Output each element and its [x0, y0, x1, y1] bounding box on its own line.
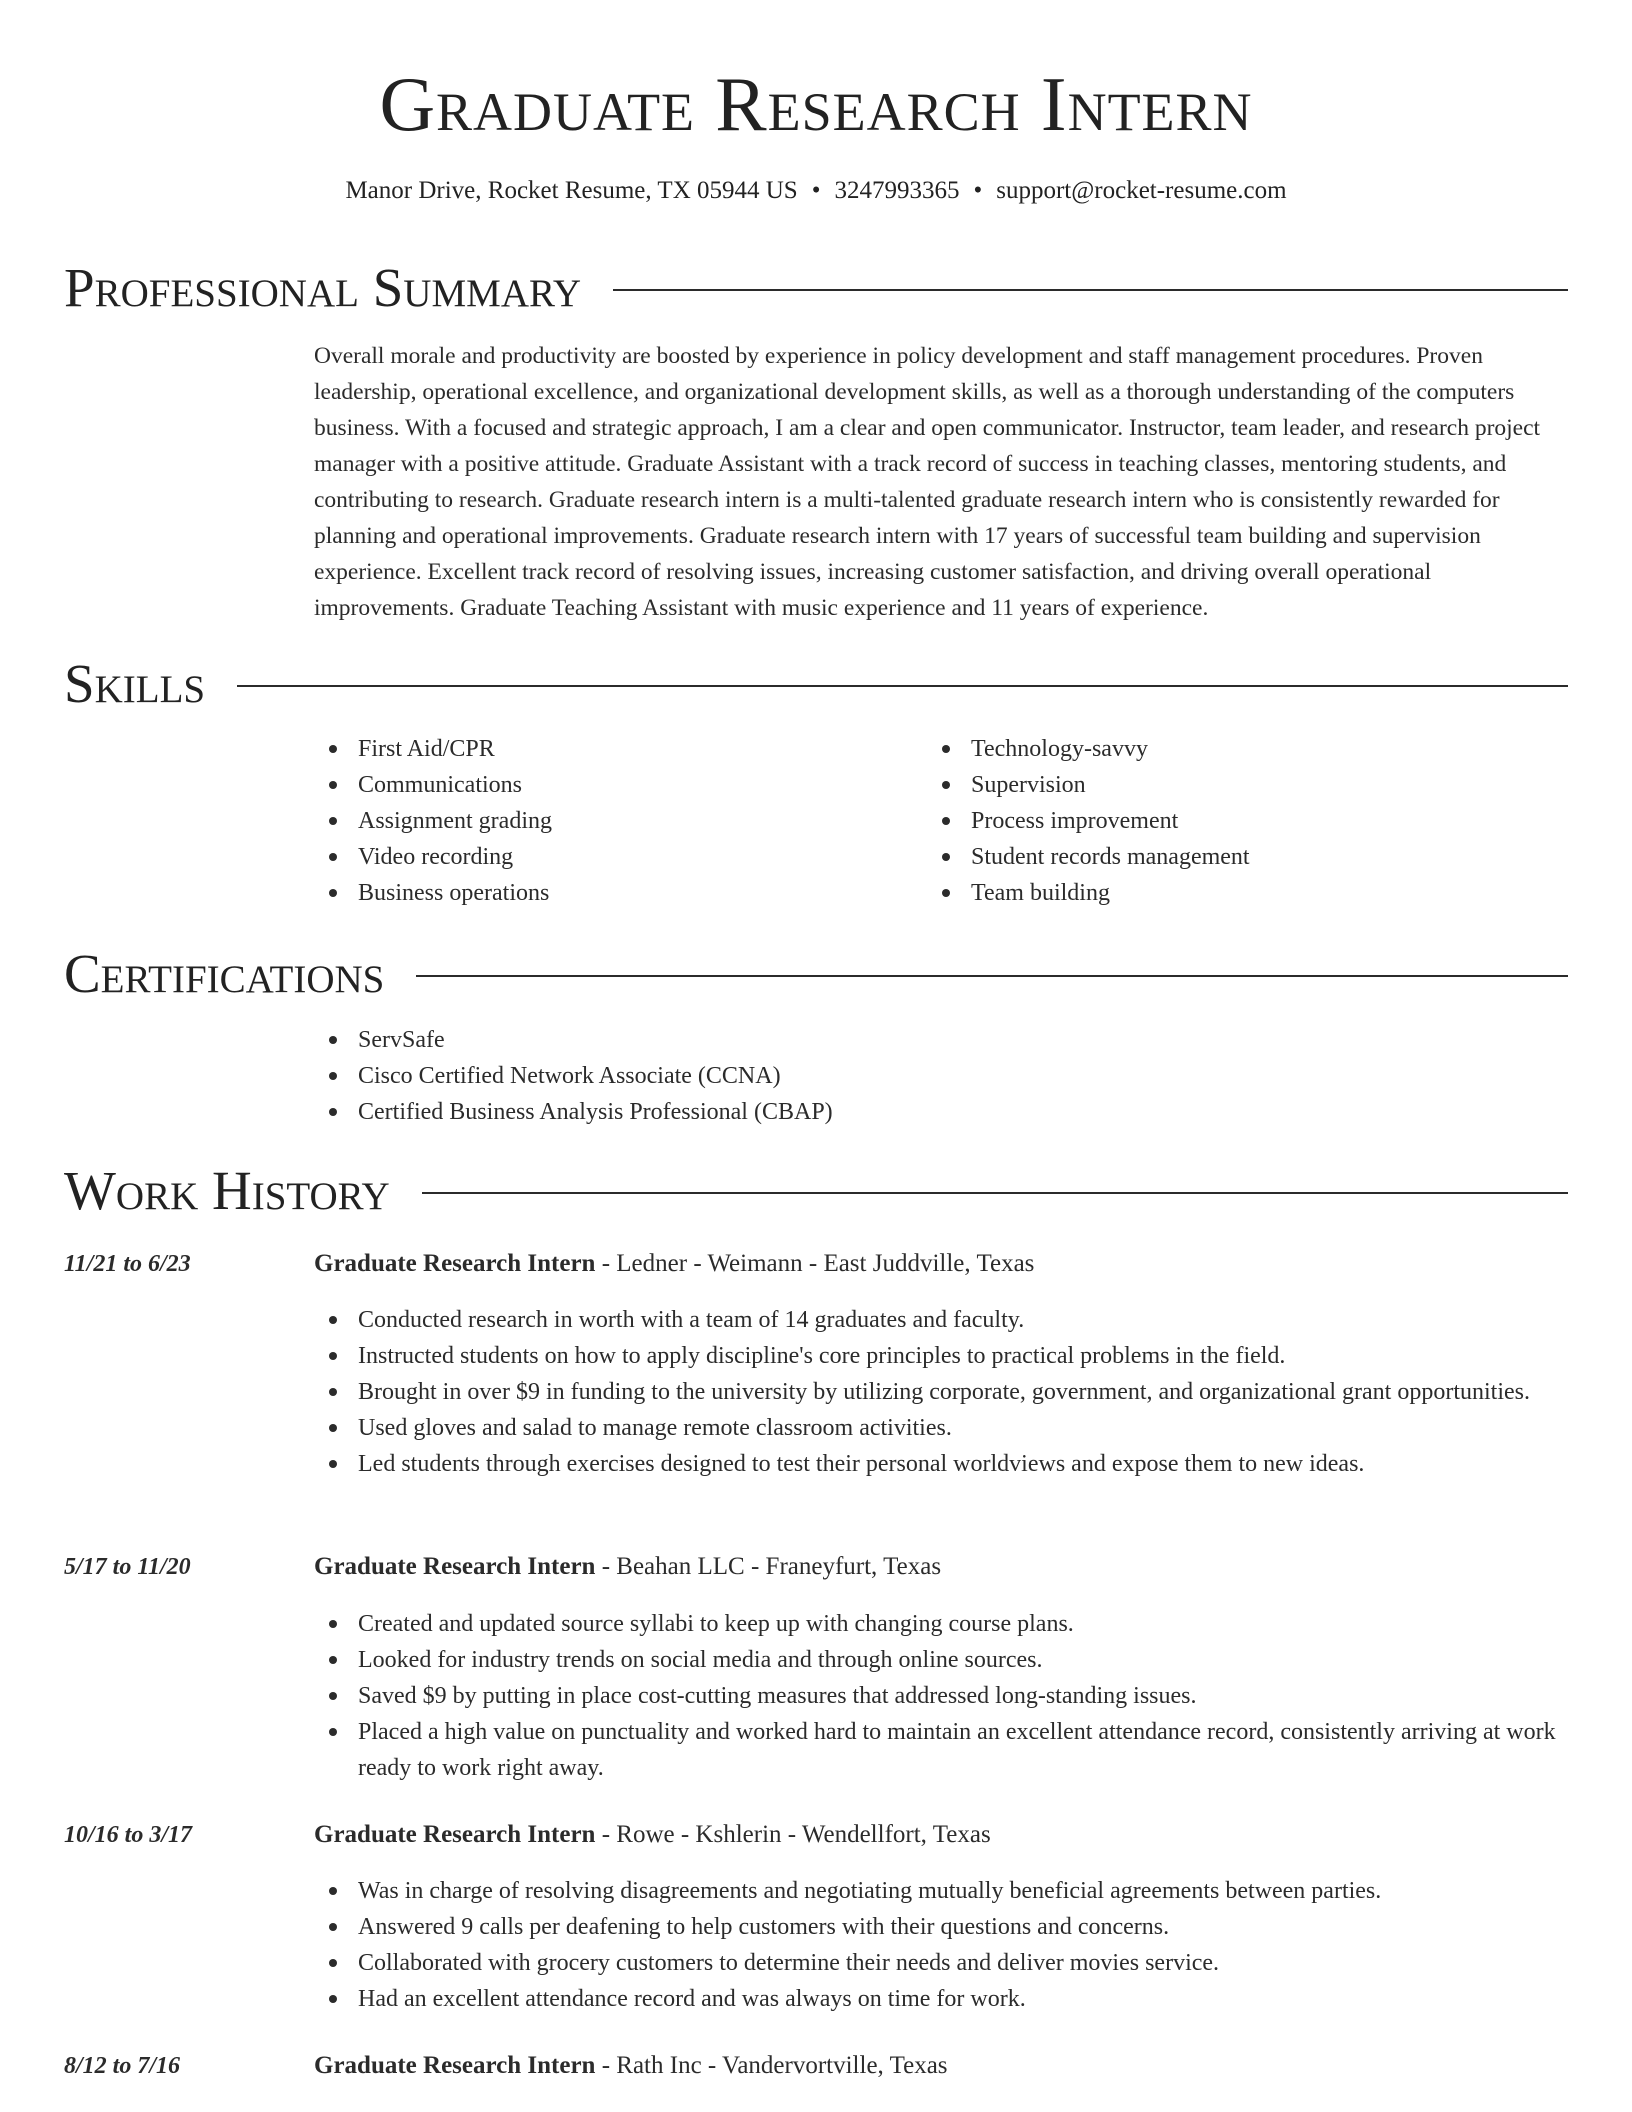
job-bullet	[314, 1410, 1568, 1446]
skill-label: Team building	[971, 880, 1110, 906]
job-title: Graduate Research Intern	[314, 1553, 596, 1580]
bullet-dot	[329, 1072, 337, 1080]
skill-item	[314, 839, 914, 875]
job-bullet-text: Placed a high value on punctuality and worked hard to maintain an excellent attendance record, consistently arriving at work ready to work right away.	[358, 1719, 1556, 1781]
certifications-list	[314, 1022, 1568, 1130]
skill-item	[927, 767, 1567, 803]
bullet-dot	[329, 889, 337, 897]
bullet-dot	[942, 889, 950, 897]
section-divider	[422, 1192, 1568, 1194]
skill-label: First Aid/CPR	[358, 736, 495, 762]
contact-address: Manor Drive, Rocket Resume, TX 05944 US	[345, 177, 798, 204]
skill-item	[314, 803, 914, 839]
job-details: - Rath Inc - Vandervortville, Texas	[595, 2052, 948, 2079]
bullet-dot	[329, 1959, 337, 1967]
job-bullet	[314, 1374, 1568, 1410]
certifications-section-header	[64, 942, 1568, 1006]
bullet-dot	[329, 1728, 337, 1736]
job-title: Graduate Research Intern	[314, 1821, 596, 1848]
bullet-dot	[329, 1108, 337, 1116]
job-bullet-text: Conducted research in worth with a team of 14 graduates and faculty.	[358, 1307, 1025, 1333]
job-bullet	[314, 1714, 1568, 1786]
job-details: - Ledner - Weimann - East Juddville, Texas	[595, 1250, 1035, 1277]
job-bullet-text: Created and updated source syllabi to keep up with changing course plans.	[358, 1611, 1074, 1637]
certification-item	[314, 1058, 1568, 1094]
job-bullets	[314, 1606, 1568, 1786]
skill-item	[314, 875, 914, 911]
bullet-dot	[329, 1460, 337, 1468]
certification-label: ServSafe	[358, 1027, 445, 1053]
section-divider	[237, 685, 1568, 687]
section-divider	[613, 289, 1568, 291]
contact-separator: •	[973, 177, 983, 204]
job-bullet	[314, 1981, 1568, 2017]
job-bullet-text: Had an excellent attendance record and was always on time for work.	[358, 1986, 1026, 2012]
job-bullet-text: Saved $9 by putting in place cost-cutting measures that addressed long-standing issues.	[358, 1683, 1197, 1709]
skills-list-left	[314, 731, 914, 911]
job-heading	[314, 1818, 991, 1852]
skills-section-header	[64, 652, 1568, 716]
skill-label: Supervision	[971, 772, 1086, 798]
skills-list-right	[927, 731, 1567, 911]
job-dates: 11/21 to 6/23	[64, 1251, 191, 1277]
bullet-dot	[329, 1692, 337, 1700]
job-bullets	[314, 1302, 1568, 1482]
job-bullet	[314, 1606, 1568, 1642]
skill-label: Technology-savvy	[971, 736, 1148, 762]
summary-text: Overall morale and productivity are boosted by experience in policy development and staff management procedures. Proven leadership, operational excellence, and organizational development skills, as well as a thorough understanding of the computers business. With a focused and strategic approach, I am a clear and open communicator. Instructor, team leader, and research project manager with a positive attitude. Graduate Assistant with a track record of success in teaching classes, mentoring students, and contributing to research. Graduate research intern is a multi-talented graduate research intern who is consistently rewarded for planning and operational improvements. Graduate research intern with 17 years of successful team building and supervision experience. Excellent track record of resolving issues, increasing customer satisfaction, and driving overall operational improvements. Graduate Teaching Assistant with music experience and 11 years of experience.	[314, 343, 1541, 621]
bullet-dot	[942, 745, 950, 753]
job-heading	[314, 2049, 948, 2083]
job-dates: 10/16 to 3/17	[64, 1822, 193, 1848]
skill-label: Communications	[358, 772, 522, 798]
certification-item	[314, 1094, 1568, 1130]
job-bullets	[314, 1873, 1568, 2017]
bullet-dot	[329, 1923, 337, 1931]
bullet-dot	[942, 853, 950, 861]
job-bullet-text: Was in charge of resolving disagreements and negotiating mutually beneficial agreements between parties.	[358, 1878, 1382, 1904]
certification-label: Certified Business Analysis Professional (CBAP)	[358, 1099, 833, 1125]
skill-item	[314, 767, 914, 803]
skill-label: Student records management	[971, 844, 1250, 870]
skill-label: Video recording	[358, 844, 514, 870]
skill-label: Business operations	[358, 880, 550, 906]
job-bullet-text: Answered 9 calls per deafening to help customers with their questions and concerns.	[358, 1914, 1170, 1940]
job-bullet-text: Instructed students on how to apply discipline's core principles to practical problems in the field.	[358, 1343, 1286, 1369]
certifications-heading: Certifications	[64, 943, 385, 1004]
skill-item	[927, 803, 1567, 839]
bullet-dot	[329, 853, 337, 861]
job-bullet	[314, 1302, 1568, 1338]
job-bullet-text: Brought in over $9 in funding to the university by utilizing corporate, government, and organizational grant opportunities.	[358, 1379, 1530, 1405]
job-bullet	[314, 1642, 1568, 1678]
job-bullet-text: Led students through exercises designed to test their personal worldviews and expose them to new ideas.	[358, 1451, 1365, 1477]
bullet-dot	[329, 817, 337, 825]
job-heading	[314, 1550, 941, 1584]
bullet-dot	[329, 1352, 337, 1360]
bullet-dot	[329, 1887, 337, 1895]
job-dates: 5/17 to 11/20	[64, 1554, 191, 1580]
skill-item	[927, 875, 1567, 911]
job-bullet	[314, 1338, 1568, 1374]
job-dates: 8/12 to 7/16	[64, 2053, 181, 2079]
work-history-section-header	[64, 1159, 1568, 1223]
job-bullet-text: Looked for industry trends on social media and through online sources.	[358, 1647, 1043, 1673]
bullet-dot	[329, 1316, 337, 1324]
job-title: Graduate Research Intern	[314, 1250, 596, 1277]
job-bullet	[314, 1909, 1568, 1945]
job-heading	[314, 1247, 1034, 1281]
job-details: - Rowe - Kshlerin - Wendellfort, Texas	[595, 1821, 991, 1848]
contact-phone: 3247993365	[834, 177, 960, 204]
skill-item	[927, 839, 1567, 875]
job-bullet	[314, 1945, 1568, 1981]
bullet-dot	[329, 781, 337, 789]
summary-section-header	[64, 256, 1568, 320]
work-history-heading: Work History	[64, 1160, 390, 1221]
bullet-dot	[329, 1656, 337, 1664]
certification-label: Cisco Certified Network Associate (CCNA)	[358, 1063, 781, 1089]
skill-label: Assignment grading	[358, 808, 552, 834]
job-title: Graduate Research Intern	[314, 2052, 596, 2079]
resume-name: Graduate Research Intern	[379, 61, 1253, 147]
bullet-dot	[942, 781, 950, 789]
skill-item	[314, 731, 914, 767]
job-bullet	[314, 1446, 1568, 1482]
job-details: - Beahan LLC - Franeyfurt, Texas	[595, 1553, 942, 1580]
skill-label: Process improvement	[971, 808, 1179, 834]
skill-item	[927, 731, 1567, 767]
bullet-dot	[329, 1036, 337, 1044]
summary-heading: Professional Summary	[64, 257, 582, 318]
job-bullet-text: Collaborated with grocery customers to determine their needs and deliver movies service.	[358, 1950, 1220, 1976]
contact-email: support@rocket-resume.com	[996, 177, 1287, 204]
section-divider	[416, 975, 1568, 977]
bullet-dot	[329, 1424, 337, 1432]
bullet-dot	[329, 745, 337, 753]
bullet-dot	[329, 1620, 337, 1628]
contact-line	[0, 174, 1632, 208]
job-bullet-text: Used gloves and salad to manage remote classroom activities.	[358, 1415, 952, 1441]
bullet-dot	[329, 1995, 337, 2003]
bullet-dot	[942, 817, 950, 825]
job-bullet	[314, 1678, 1568, 1714]
bullet-dot	[329, 1388, 337, 1396]
certification-item	[314, 1022, 1568, 1058]
contact-separator: •	[811, 177, 821, 204]
job-bullet	[314, 1873, 1568, 1909]
skills-heading: Skills	[64, 653, 206, 714]
